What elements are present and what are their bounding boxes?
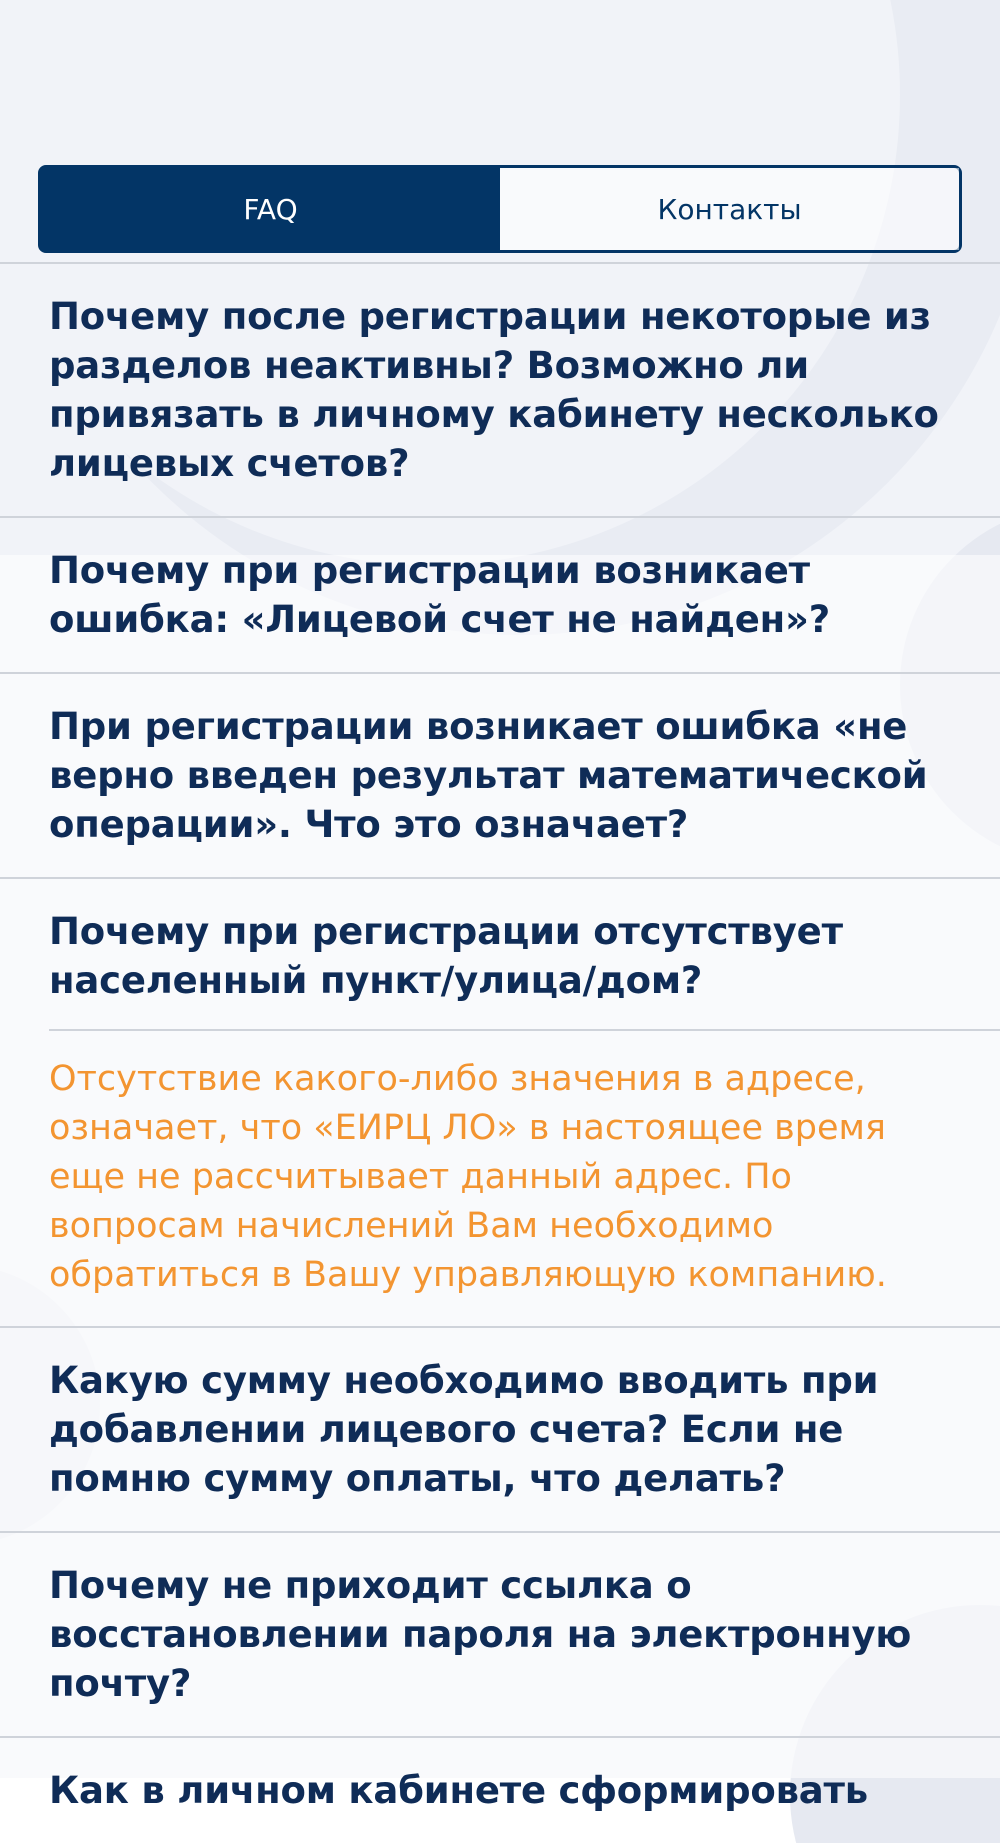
faq-item[interactable]	[0, 1326, 1000, 1531]
faq-question: При регистрации возникает ошибка «не верно введен результат математической операции». Что это означает?	[49, 705, 928, 846]
tab-contacts[interactable]: Контакты	[500, 168, 959, 250]
faq-item[interactable]	[0, 1531, 1000, 1736]
faq-question: Почему после регистрации некоторые из разделов неактивны? Возможно ли привязать в личному кабинету несколько лицевых счетов?	[49, 295, 939, 485]
faq-item[interactable]	[0, 1736, 1000, 1843]
faq-item-expanded[interactable]	[0, 877, 1000, 1029]
faq-item[interactable]	[0, 672, 1000, 877]
faq-answer-text: Отсутствие какого-либо значения в адресе, означает, что «ЕИРЦ ЛО» в настоящее время еще не рассчитывает данный адрес. По вопросам начислений Вам необходимо обратиться в Вашу управляющую компанию.	[49, 1059, 887, 1295]
faq-list	[0, 262, 1000, 1843]
faq-question: Почему не приходит ссылка о восстановлении пароля на электронную почту?	[49, 1564, 912, 1705]
tab-switcher	[38, 165, 962, 253]
faq-question: Почему при регистрации отсутствует населенный пункт/улица/дом?	[49, 910, 843, 1002]
faq-item[interactable]	[0, 262, 1000, 516]
segment-area	[0, 155, 1000, 262]
faq-question: Как в личном кабинете сформировать	[49, 1769, 868, 1812]
faq-question: Почему при регистрации возникает ошибка: «Лицевой счет не найден»?	[49, 549, 831, 641]
faq-item[interactable]	[0, 516, 1000, 672]
faq-content[interactable]	[0, 155, 1000, 1812]
tab-faq[interactable]: FAQ	[41, 168, 500, 250]
faq-question: Какую сумму необходимо вводить при добавлении лицевого счета? Если не помню сумму оплаты, что делать?	[49, 1359, 879, 1500]
faq-answer	[0, 1029, 1000, 1326]
answer-divider	[49, 1029, 1000, 1031]
